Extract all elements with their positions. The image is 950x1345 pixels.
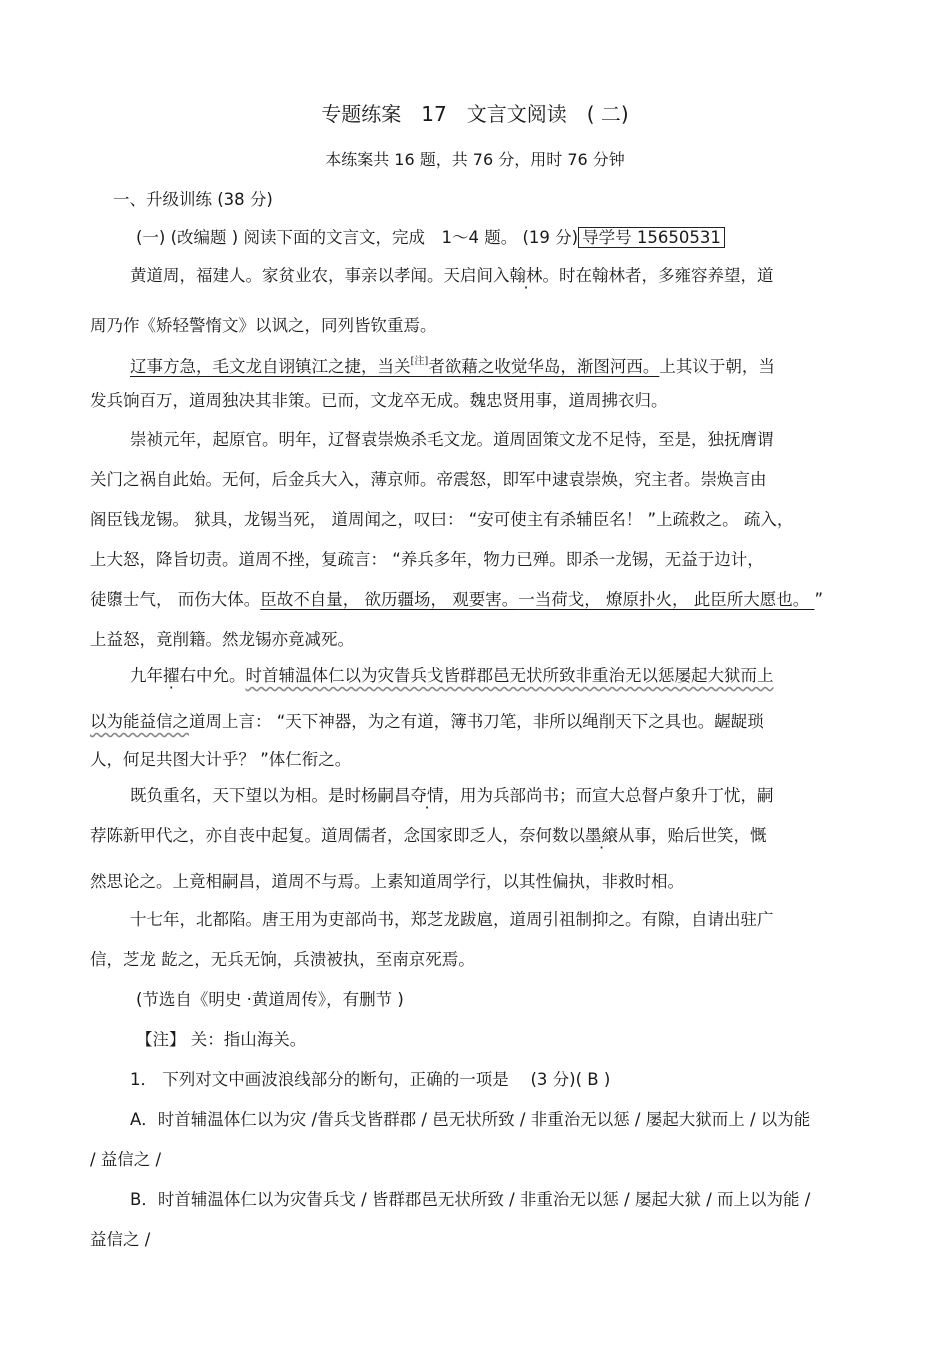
dotted-word: 夺情 [410, 786, 444, 805]
paragraph-5-line-1: 既负重名，天下望以为相。是时杨嗣昌夺情，用为兵部尚书；而宣大总督卢象升丁忧，嗣 [130, 786, 774, 805]
wavy-underlined-passage: 时首辅温体仁以为灾眚兵戈皆群郡邑无状所致非重治无以惩屡起大狱而上 [245, 666, 774, 685]
paragraph-4-line-1: 九年擢右中允。时首辅温体仁以为灾眚兵戈皆群郡邑无状所致非重治无以惩屡起大狱而上 [130, 666, 774, 685]
underlined-sentence: 辽事方急，毛文龙自诩镇江之捷，当关[注]者欲藉之收觉华岛，渐图河西。 [130, 356, 660, 376]
paragraph-4-line-2: 以为能益信之道周上言： “天下神器，为之有道，簿书刀笔，非所以绳削天下之具也。龌龊琐 [90, 712, 764, 731]
section-heading: 一、升级训练 (38 分) [113, 190, 273, 209]
paragraph-3-line-5: 徒隳士气， 而伤大体。臣故不自量， 欲历疆场， 观要害。一当荷戈， 燎原扑火， 此臣所大愿也。 ” [90, 590, 824, 609]
question-1: 1． 下列对文中画波浪线部分的断句，正确的一项是 (3 分)( B ) [130, 1070, 611, 1089]
paragraph-4-line-3: 人，何足共图大计乎？ ”体仁衔之。 [90, 750, 352, 769]
option-a-line-1: A．时首辅温体仁以为灾 /眚兵戈皆群郡 / 邑无状所致 / 非重治无以惩 / 屡起大狱而上 / 以为能 [130, 1110, 811, 1129]
underlined-sentence: 臣故不自量， 欲历疆场， 观要害。 [260, 590, 519, 609]
option-a-line-2: / 益信之 / [90, 1150, 162, 1169]
page-title: 专题练案 17 文言文阅读 ( 二) [321, 102, 629, 126]
wavy-underlined-passage: 以为能益信之 [90, 712, 189, 731]
paragraph-6-line-1: 十七年，北都陷。唐王用为吏部尚书，郑芝龙跋扈，道周引祖制抑之。有隙，自请出驻广 [130, 910, 774, 929]
dotted-word: 翰林 [509, 266, 543, 285]
footnote-marker: [注] [410, 356, 429, 367]
paragraph-3-line-6: 上益怒，竟削籍。然龙锡亦竟减死。 [90, 630, 354, 649]
intro-text: (一) (改编题 ) 阅读下面的文言文，完成 1～4 题。 (19 分) [136, 228, 579, 247]
paragraph-5-line-2: 荐陈新甲代之，亦自丧中起复。道周儒者，念国家即乏人，奈何数以墨縗从事，贻后世笑，慨 [90, 826, 767, 845]
source-citation: (节选自《明史 ·黄道周传》，有删节 ) [136, 990, 404, 1009]
page-subtitle: 本练案共 16 题，共 76 分，用时 76 分钟 [325, 150, 625, 169]
dotted-word: 墨縗 [585, 826, 618, 845]
passage-intro [136, 226, 725, 250]
option-b-line-2: 益信之 / [90, 1230, 151, 1249]
paragraph-2-line-1: 辽事方急，毛文龙自诩镇江之捷，当关[注]者欲藉之收觉华岛，渐图河西。上其议于朝，当 [130, 356, 775, 376]
footnote: 【注】 关：指山海关。 [136, 1030, 307, 1049]
paragraph-2-line-2: 发兵饷百万，道周独决其非策。已而，文龙卒无成。魏忠贤用事，道周拂衣归。 [90, 391, 668, 410]
paragraph-3-line-2: 关门之祸自此始。无何，后金兵大入，薄京师。帝震怒，即军中逮袁崇焕，究主者。崇焕言由 [90, 470, 767, 489]
underlined-sentence: 一当荷戈， 燎原扑火， 此臣所大愿也。 [518, 590, 815, 609]
paragraph-6-line-2: 信，芝龙 龁之，无兵无饷，兵溃被执，至南京死焉。 [90, 950, 475, 969]
dotted-word: 擢 [163, 666, 180, 685]
paragraph-3-line-1: 崇祯元年，起原官。明年，辽督袁崇焕杀毛文龙。道周固策文龙不足恃，至是，独抚膺谓 [130, 430, 774, 449]
paragraph-3-line-4: 上大怒，降旨切责。道周不挫，复疏言： “养兵多年，物力已殚。即杀一龙锡，无益于边计， [90, 550, 764, 569]
paragraph-5-line-3: 然思论之。上竟相嗣昌，道周不与焉。上素知道周学行，以其性偏执，非救时相。 [90, 872, 684, 891]
paragraph-3-line-3: 阁臣钱龙锡。 狱具，龙锡当死， 道周闻之，叹曰： “安可使主有杀辅臣名！ ”上疏救之。 疏入， [90, 510, 794, 529]
guide-number-box: 导学号 15650531 [578, 227, 725, 248]
paragraph-1-line-2: 周乃作《矫轻警惰文》以讽之，同列皆钦重焉。 [90, 316, 437, 335]
option-b-line-1: B．时首辅温体仁以为灾眚兵戈 / 皆群郡邑无状所致 / 非重治无以惩 / 屡起大狱 / 而上以为能 / [130, 1190, 811, 1209]
paragraph-1-line-1: 黄道周，福建人。家贫业农，事亲以孝闻。天启间入翰林。时在翰林者，多雍容养望，道 [130, 266, 774, 285]
